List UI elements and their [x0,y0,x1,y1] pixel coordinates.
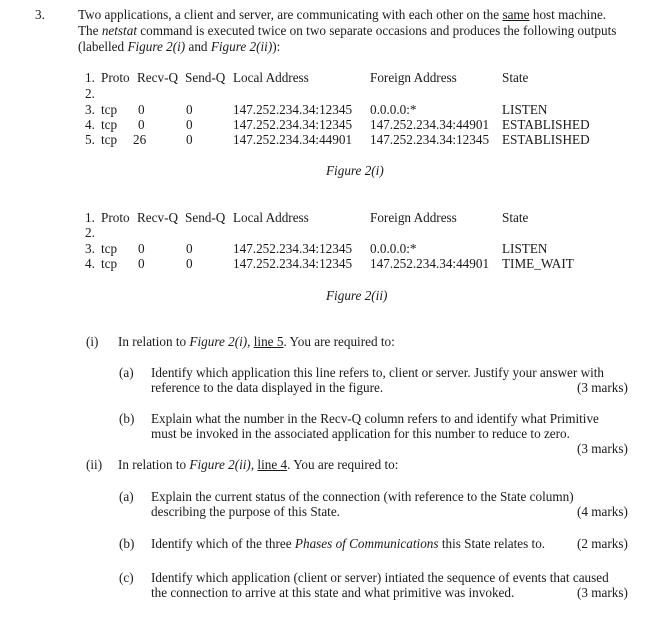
part-i-b-text1: Explain what the number in the Recv-Q column refers to and identify what Primitive [151,411,599,426]
fig1-row-5-foreign: 147.252.234.34:12345 [370,132,490,147]
part-ii-c-text1: Identify which application (client or server) intiated the sequence of events that caused [151,570,609,585]
part-i-b-marks: (3 marks) [577,441,628,456]
fig2-row-3-state: LISTEN [502,241,548,256]
fig2-row-4-proto: tcp [101,256,118,271]
fig1-row-3-state: LISTEN [502,102,548,117]
fig1-h-recvq: Recv-Q [137,70,179,85]
intro-fig1: Figure 2(i) [127,39,186,54]
intro-text-2: host machine. The [78,7,607,38]
part-i-stem [118,334,395,350]
part-ii-b-pre: Identify which of the three [151,536,295,551]
fig2-h-foreign: Foreign Address [370,210,457,225]
fig1-line-2: 2. [85,86,95,101]
fig2-row-4-foreign: 147.252.234.34:44901 [370,256,490,271]
fig1-row-3-sendq: 0 [186,102,193,117]
fig1-h-local: Local Address [233,70,309,85]
fig2-row-4-local: 147.252.234.34:12345 [233,256,353,271]
part-ii-fig: Figure 2(ii) [189,457,251,472]
fig1-header-num: 1. [85,70,95,85]
fig1-h-foreign: Foreign Address [370,70,457,85]
fig1-row-4-state: ESTABLISHED [502,117,590,132]
fig1-row-3-proto: tcp [101,102,118,117]
part-i-b-label: (b) [119,411,135,426]
fig2-row-3-recvq: 0 [138,241,145,256]
fig2-h-sendq: Send-Q [185,210,226,225]
fig1-row-3-foreign: 0.0.0.0:* [370,102,417,117]
fig1-h-proto: Proto [101,70,130,85]
fig2-line-2: 2. [85,225,95,240]
question-intro [78,7,623,55]
fig2-row-3-local: 147.252.234.34:12345 [233,241,353,256]
part-ii-a-marks: (4 marks) [577,504,628,519]
part-i-fig: Figure 2(i) [189,334,248,349]
fig2-h-local: Local Address [233,210,309,225]
part-i-pre: In relation to [118,334,190,349]
intro-netstat: netstat [101,23,137,38]
fig2-header-num: 1. [85,210,95,225]
fig2-row-3-num: 3. [85,241,95,256]
fig1-h-sendq: Send-Q [185,70,226,85]
part-ii-line: line 4 [257,457,288,472]
part-ii-b-text [151,536,545,552]
fig2-h-recvq: Recv-Q [137,210,179,225]
fig1-row-3-num: 3. [85,102,95,117]
fig1-row-5-sendq: 0 [186,132,193,147]
intro-end: ): [272,39,281,54]
fig1-row-4-foreign: 147.252.234.34:44901 [370,117,490,132]
part-i-a-text2: reference to the data displayed in the figure. [151,380,384,395]
part-ii-b-phases: Phases of Communications [294,536,439,551]
part-ii-b-marks: (2 marks) [577,536,628,551]
intro-text-3: command is executed twice on two separate occasions and produces the following outputs (labelled [78,23,617,54]
fig2-h-proto: Proto [101,210,130,225]
fig2-row-4-recvq: 0 [138,256,145,271]
fig1-row-5-proto: tcp [101,132,118,147]
question-number: 3. [35,7,45,22]
fig1-row-5-local: 147.252.234.34:44901 [233,132,353,147]
fig1-row-4-recvq: 0 [138,117,145,132]
part-ii-a-text1: Explain the current status of the connection (with reference to the State column) [151,489,574,504]
fig1-h-state: State [502,70,529,85]
part-i-a-label: (a) [119,365,134,380]
intro-and: and [185,39,211,54]
part-ii-comma: , [250,457,258,472]
part-ii-stem [118,457,398,473]
part-ii-post: . You are required to: [287,457,399,472]
part-ii-b-label: (b) [119,536,135,551]
fig2-row-3-proto: tcp [101,241,118,256]
fig2-row-3-foreign: 0.0.0.0:* [370,241,417,256]
part-i-comma: , [247,334,254,349]
fig1-header [85,70,95,86]
fig2-caption: Figure 2(ii) [326,288,388,303]
part-i-a-text1: Identify which application this line refers to, client or server. Justify your answer with [151,365,605,380]
intro-fig2: Figure 2(ii) [210,39,273,54]
fig1-row-4-num: 4. [85,117,95,132]
fig2-row-4-num: 4. [85,256,95,271]
part-i-label: (i) [86,334,99,349]
part-i-a-marks: (3 marks) [577,380,628,395]
part-ii-c-label: (c) [119,570,134,585]
part-ii-c-text2: the connection to arrive at this state and what primitive was invoked. [151,585,515,600]
fig2-row-4-sendq: 0 [186,256,193,271]
fig2-row-4-state: TIME_WAIT [502,256,574,271]
fig1-row-4-sendq: 0 [186,117,193,132]
fig1-row-3-recvq: 0 [138,102,145,117]
fig1-row-4-local: 147.252.234.34:12345 [233,117,353,132]
part-i-b-text2: must be invoked in the associated application for this number to reduce to zero. [151,426,570,441]
part-ii-c-marks: (3 marks) [577,585,628,600]
part-i-post: . You are required to: [283,334,395,349]
part-ii-a-label: (a) [119,489,134,504]
fig1-row-3-local: 147.252.234.34:12345 [233,102,353,117]
fig2-h-state: State [502,210,529,225]
part-ii-pre: In relation to [118,457,190,472]
fig1-row-5-state: ESTABLISHED [502,132,590,147]
fig1-row-5-num: 5. [85,132,95,147]
fig2-row-3-sendq: 0 [186,241,193,256]
fig1-row-4-proto: tcp [101,117,118,132]
part-ii-b-post: this State relates to. [438,536,546,551]
fig1-caption: Figure 2(i) [326,163,384,178]
part-ii-label: (ii) [86,457,103,472]
part-i-line: line 5 [253,334,284,349]
intro-text-1: Two applications, a client and server, are communicating with each other on the [78,7,503,22]
part-ii-a-text2: describing the purpose of this State. [151,504,340,519]
fig1-row-5-recvq: 26 [133,132,147,147]
intro-same: same [502,7,530,22]
